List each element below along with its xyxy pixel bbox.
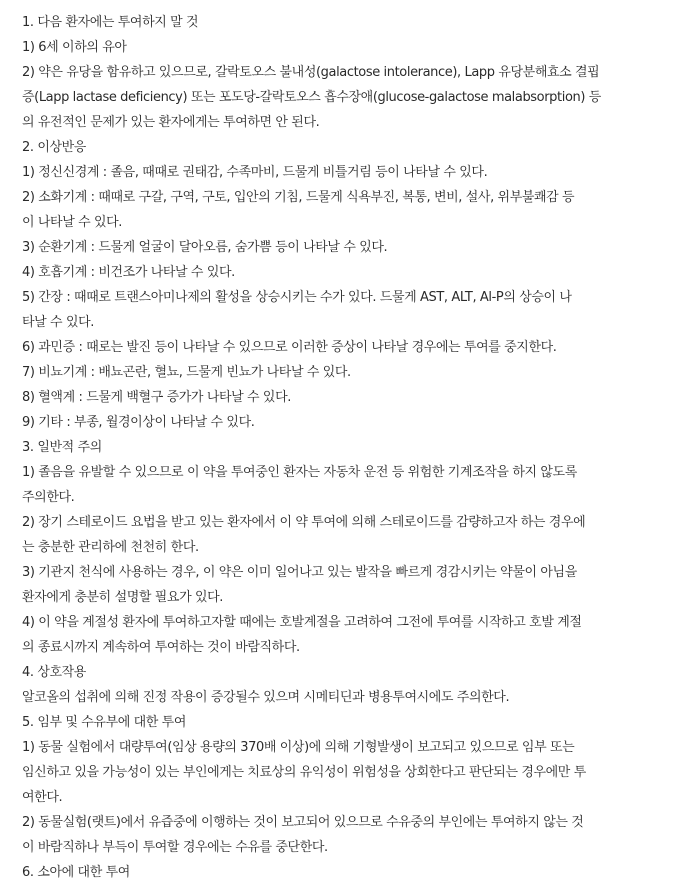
text-line: 5) 간장 : 때때로 트랜스아미나제의 활성을 상승시키는 수가 있다. 드물게 AST, ALT, Al-P의 상승이 나 [22,290,572,305]
text-line: 의 유전적인 문제가 있는 환자에게는 투여하면 안 된다. [22,115,320,130]
text-line: 2) 동물실험(랫트)에서 유즙중에 이행하는 것이 보고되어 있으므로 수유중의 부인에는 투여하지 않는 것 [22,815,584,830]
text-line: 여한다. [22,790,63,805]
text-line: 환자에게 충분히 설명할 필요가 있다. [22,590,224,605]
text-line: 2) 소화기계 : 때때로 구갈, 구역, 구토, 입안의 기침, 드물게 식욕부진, 복통, 변비, 설사, 위부불쾌감 등 [22,190,575,205]
text-line: 1) 동물 실험에서 대량투여(임상 용량의 370배 이상)에 의해 기형발생이 보고되고 있으므로 임부 또는 [22,740,575,755]
text-line: 증(Lapp lactase deficiency) 또는 포도당-갈락토오스 흡수장애(glucose-galactose malabsorption) 등 [22,90,601,105]
text-line: 6. 소아에 대한 투여 [22,865,130,880]
text-line: 1) 정신신경계 : 졸음, 때때로 권태감, 수족마비, 드물게 비틀거림 등이 나타날 수 있다. [22,165,488,180]
text-line: 3) 순환기계 : 드물게 얼굴이 달아오름, 숨가쁨 등이 나타날 수 있다. [22,240,388,255]
text-line: 7) 비뇨기계 : 배뇨곤란, 혈뇨, 드물게 빈뇨가 나타날 수 있다. [22,365,351,380]
text-line: 2. 이상반응 [22,140,86,155]
text-line: 3) 기관지 천식에 사용하는 경우, 이 약은 이미 일어나고 있는 발작을 빠르게 경감시키는 약물이 아님을 [22,565,577,580]
text-line: 4) 호흡기계 : 비건조가 나타날 수 있다. [22,265,235,280]
text-line: 는 충분한 관리하에 천천히 한다. [22,540,199,555]
text-line: 1) 6세 이하의 유아 [22,40,127,55]
text-line: 의 종료시까지 계속하여 투여하는 것이 바람직하다. [22,640,300,655]
text-line: 8) 혈액계 : 드물게 백혈구 증가가 나타날 수 있다. [22,390,291,405]
text-line: 5. 임부 및 수유부에 대한 투여 [22,715,187,730]
text-line: 이 나타날 수 있다. [22,215,123,230]
text-line: 타날 수 있다. [22,315,94,330]
text-line: 알코올의 섭취에 의해 진정 작용이 증강될수 있으며 시메티딘과 병용투여시에도 주의한다. [22,690,510,705]
text-line: 이 바람직하나 부득이 투여할 경우에는 수유를 중단한다. [22,840,328,855]
text-line: 1. 다음 환자에는 투여하지 말 것 [22,15,199,30]
text-line: 4) 이 약을 계절성 환자에 투여하고자할 때에는 호발계절을 고려하여 그전에 투여를 시작하고 호발 계절 [22,615,582,630]
text-line: 2) 약은 유당을 함유하고 있으므로, 갈락토오스 불내성(galactose intolerance), Lapp 유당분해효소 결핍 [22,65,600,80]
text-line: 9) 기타 : 부종, 월경이상이 나타날 수 있다. [22,415,255,430]
text-line: 6) 과민증 : 때로는 발진 등이 나타날 수 있으므로 이러한 증상이 나타날 경우에는 투여를 중지한다. [22,340,557,355]
text-line: 1) 졸음을 유발할 수 있으므로 이 약을 투여중인 환자는 자동차 운전 등 위험한 기계조작을 하지 않도록 [22,465,577,480]
text-line: 3. 일반적 주의 [22,440,102,455]
text-line: 임신하고 있을 가능성이 있는 부인에게는 치료상의 유익성이 위험성을 상회한다고 판단되는 경우에만 투 [22,765,586,780]
text-line: 주의한다. [22,490,75,505]
text-line: 2) 장기 스테로이드 요법을 받고 있는 환자에서 이 약 투여에 의해 스테로이드를 감량하고자 하는 경우에 [22,515,586,530]
text-line: 4. 상호작용 [22,665,86,680]
